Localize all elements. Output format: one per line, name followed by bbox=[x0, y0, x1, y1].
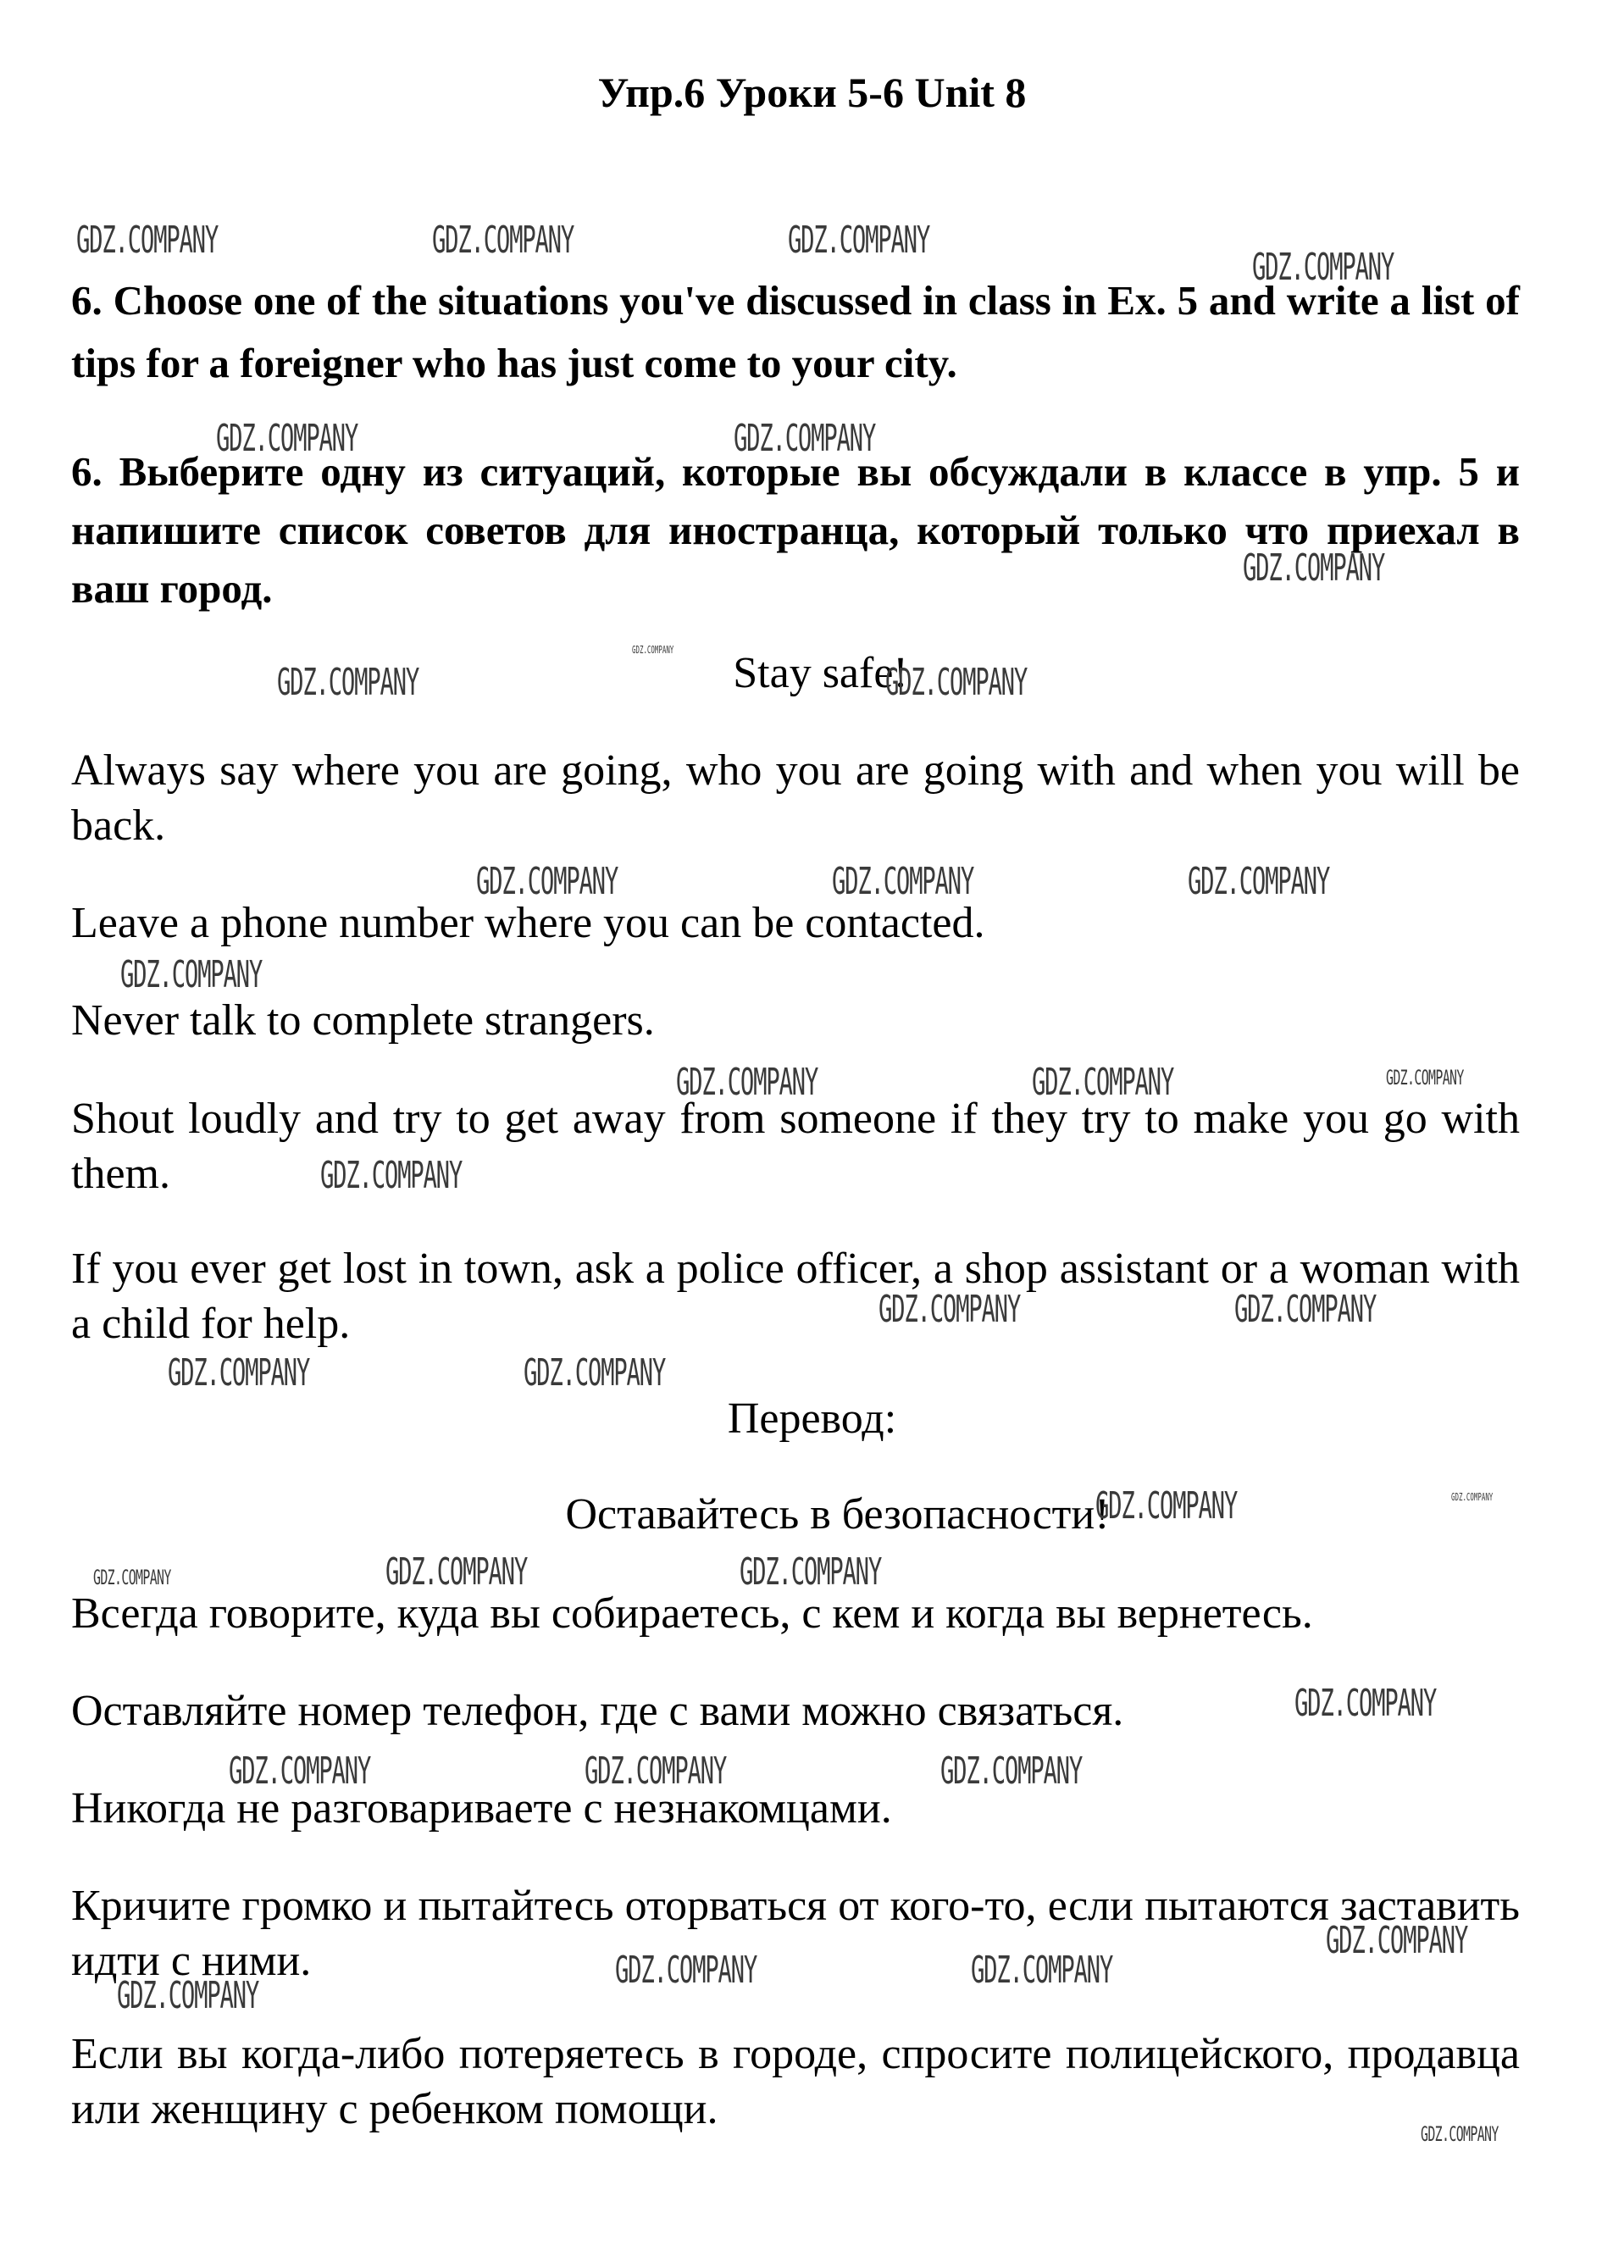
watermark: GDZ.COMPANY bbox=[320, 1154, 463, 1197]
watermark: GDZ.COMPANY bbox=[385, 1550, 528, 1594]
watermark: GDZ.COMPANY bbox=[277, 661, 419, 704]
watermark: GDZ.COMPANY bbox=[168, 1351, 310, 1395]
watermark: GDZ.COMPANY bbox=[120, 953, 263, 996]
watermark: GDZ.COMPANY bbox=[1234, 1288, 1377, 1331]
watermark: GDZ.COMPANY bbox=[524, 1351, 666, 1395]
watermark: GDZ.COMPANY bbox=[76, 219, 219, 262]
russian-answer-title: Оставайтесь в безопасности! bbox=[565, 1490, 1110, 1539]
watermark: GDZ.COMPANY bbox=[93, 1566, 171, 1589]
watermark: GDZ.COMPANY bbox=[615, 1949, 757, 1992]
watermark: GDZ.COMPANY bbox=[1252, 246, 1394, 289]
english-tip-1: Always say where you are going, who you are going with and when you will be back. bbox=[71, 746, 1520, 850]
english-answer-title: Stay safe! bbox=[733, 649, 908, 697]
watermark: GDZ.COMPANY bbox=[585, 1750, 727, 1793]
watermark: GDZ.COMPANY bbox=[432, 219, 574, 262]
watermark: GDZ.COMPANY bbox=[1451, 1491, 1494, 1503]
watermark: GDZ.COMPANY bbox=[476, 860, 618, 903]
page-title: Упр.6 Уроки 5-6 Unit 8 bbox=[597, 69, 1027, 116]
english-tip-2: Leave a phone number where you can be contacted. bbox=[71, 899, 985, 947]
watermark: GDZ.COMPANY bbox=[632, 644, 674, 656]
task-russian: 6. Выберите одну из ситуаций, которые вы обсуждали в классе в упр. 5 и напишите список советов для иностранца, который только что приехал в ваш город. bbox=[71, 448, 1520, 612]
watermark: GDZ.COMPANY bbox=[1032, 1061, 1174, 1104]
watermark: GDZ.COMPANY bbox=[676, 1061, 818, 1104]
watermark: GDZ.COMPANY bbox=[1188, 860, 1330, 903]
watermark: GDZ.COMPANY bbox=[117, 1974, 259, 2017]
russian-tip-2: Оставляйте номер телефон, где с вами можно связаться. bbox=[71, 1687, 1124, 1735]
english-tip-3: Never talk to complete strangers. bbox=[71, 996, 655, 1045]
watermark: GDZ.COMPANY bbox=[734, 417, 876, 460]
task-english: 6. Choose one of the situations you've discussed in class in Ex. 5 and write a list of tips for a foreigner who has just come to your city. bbox=[71, 277, 1520, 386]
watermark: GDZ.COMPANY bbox=[1095, 1484, 1238, 1528]
watermark: GDZ.COMPANY bbox=[879, 1288, 1021, 1331]
watermark: GDZ.COMPANY bbox=[740, 1550, 882, 1594]
translation-label: Перевод: bbox=[727, 1395, 897, 1443]
watermark: GDZ.COMPANY bbox=[1386, 1066, 1464, 1090]
watermark: GDZ.COMPANY bbox=[216, 417, 358, 460]
watermark: GDZ.COMPANY bbox=[229, 1750, 371, 1793]
watermark: GDZ.COMPANY bbox=[788, 219, 930, 262]
watermark: GDZ.COMPANY bbox=[885, 661, 1028, 704]
watermark: GDZ.COMPANY bbox=[971, 1949, 1113, 1992]
watermark: GDZ.COMPANY bbox=[1421, 2122, 1499, 2146]
watermark: GDZ.COMPANY bbox=[832, 860, 974, 903]
watermark: GDZ.COMPANY bbox=[940, 1750, 1083, 1793]
russian-tip-1: Всегда говорите, куда вы собираетесь, с кем и когда вы вернетесь. bbox=[71, 1589, 1313, 1638]
watermark: GDZ.COMPANY bbox=[1243, 546, 1385, 590]
english-tip-5: If you ever get lost in town, ask a police officer, a shop assistant or a woman with a child for help. bbox=[71, 1245, 1520, 1348]
watermark: GDZ.COMPANY bbox=[1294, 1682, 1437, 1725]
russian-tip-4: Кричите громко и пытайтесь оторваться от кого-то, если пытаются заставить идти с ними. bbox=[71, 1882, 1520, 1985]
russian-tip-5: Если вы когда-либо потеряетесь в городе, спросите полицейского, продавца или женщину с ребенком помощи. bbox=[71, 2030, 1520, 2133]
russian-tip-3: Никогда не разговариваете с незнакомцами. bbox=[71, 1784, 892, 1833]
english-tip-4: Shout loudly and try to get away from someone if they try to make you go with them. bbox=[71, 1095, 1520, 1198]
watermark: GDZ.COMPANY bbox=[1326, 1919, 1468, 1962]
